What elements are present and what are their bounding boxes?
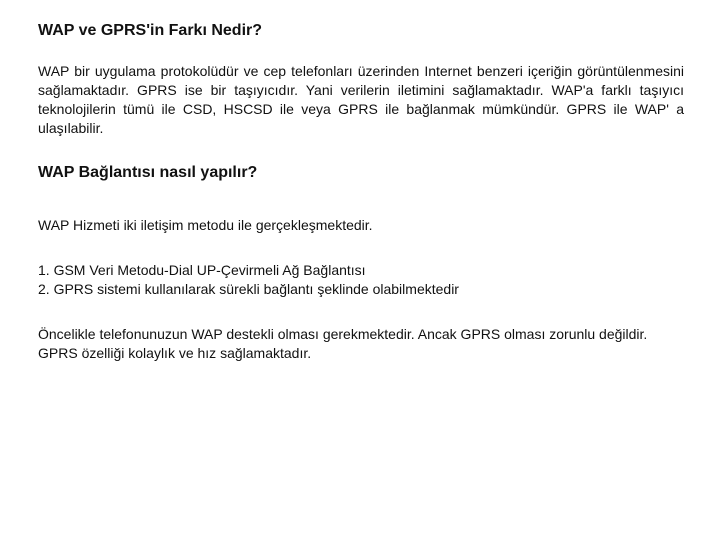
- heading-wap-connection: WAP Bağlantısı nasıl yapılır?: [38, 164, 258, 181]
- list-item: 1. GSM Veri Metodu-Dial UP-Çevirmeli Ağ Bağlantısı: [38, 262, 366, 278]
- paragraph-connection-methods: WAP Hizmeti iki iletişim metodu ile gerçekleşmektedir.: [38, 217, 373, 233]
- paragraph-requirements: Öncelikle telefonunuzun WAP destekli olması gerekmektedir. Ancak GPRS olması zorunlu değildir. GPRS özelliği kolaylık ve hız sağlamaktadır.: [38, 326, 648, 361]
- connection-methods-list: [38, 261, 684, 299]
- list-item: 2. GPRS sistemi kullanılarak sürekli bağlantı şeklinde olabilmektedir: [38, 281, 459, 297]
- document-page: [38, 20, 684, 363]
- paragraph-wap-gprs-difference: WAP bir uygulama protokolüdür ve cep telefonları üzerinden Internet benzeri içeriğin görüntülenmesini sağlamaktadır. GPRS ise bir taşıyıcıdır. Yani verilerin iletimini sağlamaktadır. WAP'a farklı taşıyıcı teknolojilerin tümü ile CSD, HSCSD ile veya GPRS ile bağlanmak mümkündür. GPRS ile WAP' a ulaşılabilir.: [38, 63, 684, 136]
- heading-wap-vs-gprs: WAP ve GPRS'in Farkı Nedir?: [38, 22, 263, 39]
